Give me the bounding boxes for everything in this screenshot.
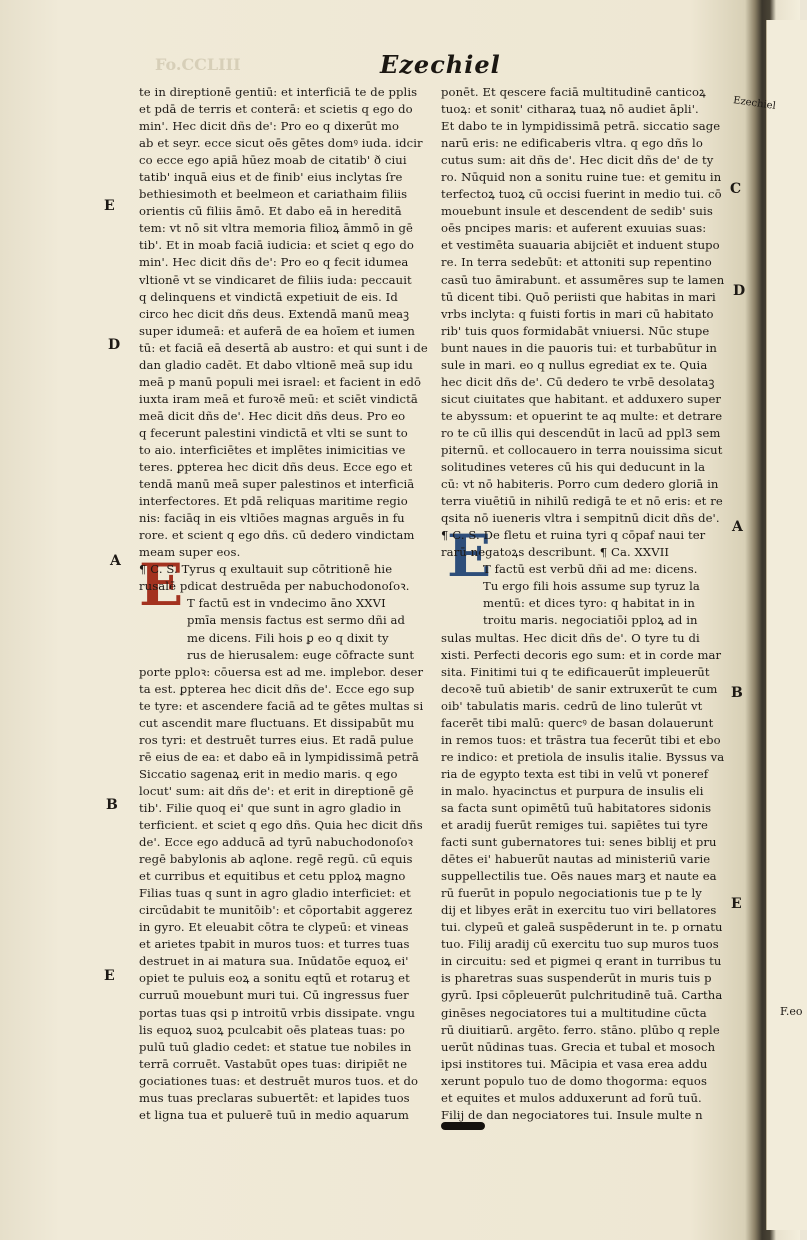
text-line: uerūt nūdinas tuas. Grecia et tubal et mosoch — [441, 1039, 716, 1054]
text-line: rarū negatoꝝs describunt. ¶ Ca. XXVII — [441, 545, 670, 560]
margin-letter: B — [731, 685, 743, 701]
text-line: xerunt populo tuo de domo thogorma: equos — [441, 1073, 708, 1088]
text-line: circo hec dicit dñs deus. Extendā manū meaꝫ — [139, 306, 410, 321]
text-line: min'. Hec dicit dñs de': Pro eo q dixerūt mo — [139, 119, 400, 134]
text-line: tib'. Et in moab faciā iudicia: et sciet q ego do — [139, 238, 414, 253]
text-line: min'. Hec dicit dñs de': Pro eo q fecit idumea — [139, 255, 409, 270]
text-line: vltionē vt se vindicaret de filiis iuda: peccauit — [139, 272, 412, 287]
text-line: meā dicit dñs de'. Hec dicit dñs deus. Pro eo — [139, 408, 406, 423]
decorated-initial-red: E — [139, 551, 184, 619]
text-line: sa facta sunt opimētū tuū habitatores sidonis — [441, 800, 712, 815]
text-line: dan gladio cadēt. Et dabo vltionē meā sup idu — [139, 357, 413, 372]
text-line: opiet te puluis eoꝝ a sonitu eqtū et rotaruꝫ et — [139, 971, 410, 986]
text-line: rusalē pdicat destruēda per nabuchodonoſoꝛ. — [139, 579, 410, 594]
text-line: orientis cū filiis āmō. Et dabo eā in hereditā — [139, 204, 402, 219]
text-line: tuoꝝ: et sonit' citharaꝝ tuaꝝ nō audiet āpli'. — [441, 102, 699, 117]
text-line: oēs pncipes maris: et auferent exuuias suas: — [441, 221, 707, 236]
text-line: Filias tuas q sunt in agro gladio interficiet: et — [139, 886, 411, 901]
text-line: ginēses negociatores tui a multitudine cūcta — [441, 1005, 707, 1020]
text-line: q delinquens et vindictā expetiuit de eis. Id — [139, 289, 398, 304]
margin-letter: E — [731, 896, 742, 912]
text-line: dētes ei' habuerūt nautas ad ministeriū varie — [441, 852, 711, 867]
text-line: bunt naues in die pauoris tui: et turbabūtur in — [441, 340, 717, 355]
text-line: hec dicit dñs de'. Cū dedero te vrbē desolataꝫ — [441, 374, 715, 389]
text-line: solitudines veteres cū his qui deducunt in la — [441, 460, 706, 475]
text-line: ipsi institores tui. Mācipia et vasa erea addu — [441, 1056, 708, 1071]
text-line: et arietes tpabit in muros tuos: et turres tuas — [139, 937, 410, 952]
text-line: bethiesimoth et beelmeon et cariathaim filiis — [139, 187, 408, 202]
text-line: suppellectilis tue. Oēs naues marꝫ et naute ea — [441, 869, 717, 884]
text-line: q fecerunt palestini vindictā et vlti se sunt to — [139, 425, 408, 440]
text-line: tui. clypeū et galeā suspēderunt in te. p ornatu — [441, 920, 723, 935]
text-line: terra viuētiū in nihilū redigā te et nō eris: et re — [441, 494, 723, 509]
text-line: rore. et scient q ego dñs. cū dedero vindictam — [139, 528, 415, 543]
ghost-running-head: Fo.CCLIII — [155, 55, 241, 74]
text-line: T factū est in vndecimo āno XXVI — [187, 596, 386, 611]
text-line: teres. ꝑpterea hec dicit dñs deus. Ecce ego et — [139, 460, 413, 475]
text-line: cut ascendit mare fluctuans. Et dissipabūt mu — [139, 715, 415, 730]
text-line: ab et seyr. ecce sicut oēs gētes domꝰ iuda. idcir — [139, 136, 423, 151]
text-line: casū tuo āmirabunt. et assumēres sup te lamen — [441, 272, 725, 287]
text-line: in malo. hyacinctus et purpura de insulis eli — [441, 783, 704, 798]
text-line: tū dicent tibi. Quō periisti que habitas in mari — [441, 289, 716, 304]
text-line: tū: et faciā eā desertā ab austro: et qui sunt i de — [139, 340, 428, 355]
text-line: circūdabit te munitōib': et cōportabit aggerez — [139, 903, 413, 918]
text-line: facerēt tibi malū: quercꝰ de basan dolauerunt — [441, 715, 714, 730]
text-line: rib' tuis quos formidabāt vniuersi. Nūc stupe — [441, 323, 710, 338]
margin-letter: C — [730, 181, 742, 197]
text-line: xisti. Perfecti decoris ego sum: et in corde mar — [441, 647, 722, 662]
text-line: in circuitu: sed et pigmei q erant in turribus tu — [441, 954, 722, 969]
text-line: gyrū. Ipsi cōpleuerūt pulchritudinē tuā. Cartha — [441, 988, 723, 1003]
text-line: ¶ C. S. Tyrus q exultauit sup cōtritionē hie — [139, 562, 393, 577]
text-line: tatib' inquā eius et de finib' eius inclytas ſre — [139, 170, 403, 185]
text-line: meā p manū populi mei israel: et facient in edō — [139, 374, 422, 389]
text-line: rū fuerūt in populo negociationis tue p te ly — [441, 886, 702, 901]
text-line: vrbs inclyta: q fuisti fortis in mari cū habitato — [441, 306, 714, 321]
text-line: sicut ciuitates que habitant. et adduxero super — [441, 391, 722, 406]
text-line: ro te cū illis qui descendūt in lacū ad ppl3 sem — [441, 425, 721, 440]
text-line: pulū tuū gladio cedet: et statue tue nobiles in — [139, 1039, 412, 1054]
text-line: tendā manū meā super palestinos et interficiā — [139, 477, 415, 492]
text-line: Tu ergo fili hois assume sup tyruz la — [483, 579, 700, 594]
text-line: troitu maris. negociatiōi pploꝝ ad in — [483, 613, 698, 628]
margin-letter: D — [733, 283, 746, 299]
text-line: super idumeā: et auferā de ea hoīem et iumen — [139, 323, 415, 338]
text-line: in remos tuos: et trāstra tua fecerūt tibi et ebo — [441, 732, 721, 747]
text-line: ¶ C. S. De fletu et ruina tyri q cōpaf naui ter — [441, 528, 706, 543]
text-column-right — [441, 84, 723, 1124]
next-leaf-edge — [766, 20, 807, 1230]
margin-letter: A — [732, 519, 743, 535]
text-line: Siccatio sagenaꝝ erit in medio maris. q ego — [139, 766, 398, 781]
text-line: re. In terra sedebūt: et attoniti sup repentino — [441, 255, 712, 270]
margin-letter: A — [110, 553, 121, 569]
text-line: gociationes tuas: et destruēt muros tuos. et do — [139, 1073, 419, 1088]
text-line: interfectores. Et pdā reliquas maritime regio — [139, 494, 408, 509]
text-line: destruet in ai matura sua. Inūdatōe equoꝝ ei' — [139, 954, 409, 969]
text-line: re indico: et pretiola de insulis italie. Byssus va — [441, 749, 725, 764]
running-head: Ezechiel — [380, 50, 501, 79]
text-line: facti sunt gubernatores tui: senes biblij et pru — [441, 835, 717, 850]
text-line: cutus sum: ait dñs de'. Hec dicit dñs de' de ty — [441, 153, 714, 168]
text-line: tuo. Filij aradij cū exercitu tuo sup muros tuos — [441, 937, 719, 952]
text-line: et aradij fuerūt remiges tui. sapiētes tui tyre — [441, 818, 709, 833]
text-line: rū diuitiarū. argēto. ferro. stāno. plūbo q reple — [441, 1022, 720, 1037]
text-line: te abyssum: et opuerint te aq multe: et detrare — [441, 408, 723, 423]
ink-mark — [441, 1122, 485, 1130]
text-line: ponēt. Et qescere faciā multitudinē canticoꝝ — [441, 85, 706, 99]
margin-note-right-bottom: F.eo — [780, 1005, 803, 1018]
text-line: mus tuas preclaras subuertēt: et lapides tuos — [139, 1090, 410, 1105]
text-line: sule in mari. eo q nullus egrediat ex te. Quia — [441, 357, 708, 372]
text-line: tib'. Filie quoq ei' que sunt in agro gladio in — [139, 800, 402, 815]
text-line: cū: vt nō habiteris. Porro cum dedero gloriā in — [441, 477, 719, 492]
text-line: locut' sum: ait dñs de': et erit in direptionē gē — [139, 783, 414, 798]
text-line: te tyre: et ascendere faciā ad te gētes multas si — [139, 698, 424, 713]
text-line: nis: faciāq in eis vltiōes magnas arguēs in fu — [139, 511, 405, 526]
text-line: rē eius de ea: et dabo eā in lympidissimā petrā — [139, 749, 419, 764]
text-line: Et dabo te in lympidissimā petrā. siccatio sage — [441, 119, 721, 134]
text-line: terfectoꝝ tuoꝝ cū occisi fuerint in medio tui. cō — [441, 187, 722, 202]
text-line: te in direptionē gentiū: et interficiā te de pplis — [139, 85, 418, 99]
text-line: de'. Ecce ego adducā ad tyrū nabuchodonoſoꝛ — [139, 835, 414, 850]
text-line: is pharetras suas suspenderūt in muris tuis p — [441, 971, 712, 986]
text-line: meam super eos. — [139, 545, 241, 560]
text-line: terrā corruēt. Vastabūt opes tuas: diripiēt ne — [139, 1056, 408, 1071]
text-line: narū eris: ne edificaberis vltra. q ego dñs lo — [441, 136, 703, 151]
text-line: et equites et mulos adduxerunt ad forū tuū. — [441, 1090, 702, 1105]
text-line: portas tuas qsi p introitū vrbis dissipate. vngu — [139, 1005, 416, 1020]
text-line: in gyro. Et eleuabit cōtra te clypeū: et vineas — [139, 920, 409, 935]
text-line: mentū: et dices tyro: q habitat in in — [483, 596, 695, 611]
text-line: curruū mouebunt muri tui. Cū ingressus fuer — [139, 988, 409, 1003]
text-line: decoꝛē tuū abietib' de sanir extruxerūt te cum — [441, 681, 718, 696]
text-line: regē babylonis ab aqlone. regē regū. cū equis — [139, 852, 413, 867]
text-line: porte pploꝛ: cōuersa est ad me. implebor. deser — [139, 664, 424, 679]
margin-letter: B — [106, 797, 118, 813]
text-line: qsita nō iueneris vltra i sempitnū dicit dñs de'. — [441, 511, 720, 526]
text-line: me dicens. Fili hois ꝑ eo q dixit ty — [187, 630, 389, 645]
text-line: et vestimēta suauaria abijciēt et induent stupo — [441, 238, 720, 253]
text-line: et pdā de terris et conterā: et scietis q ego do — [139, 102, 413, 117]
text-line: sulas multas. Hec dicit dñs de'. O tyre tu di — [441, 630, 700, 645]
text-line: tem: vt nō sit vltra memoria filioꝝ āmmō in gē — [139, 221, 413, 236]
text-line: Filij de dan negociatores tui. Insule multe n — [441, 1107, 703, 1122]
decorated-initial-blue: E — [447, 522, 492, 590]
text-line: oib' tabulatis maris. cedrū de lino tulerūt vt — [441, 698, 703, 713]
text-line: ta est. ꝑpterea hec dicit dñs de'. Ecce ego sup — [139, 681, 415, 696]
margin-letter: E — [104, 968, 115, 984]
text-line: lis equoꝝ suoꝝ pculcabit oēs plateas tuas: po — [139, 1022, 405, 1037]
text-line: et ligna tua et puluerē tuū in medio aquarum — [139, 1107, 409, 1122]
margin-letter: D — [108, 337, 121, 353]
text-line: sita. Finitimi tui q te edificauerūt impleuerūt — [441, 664, 710, 679]
text-line: to aio. interficiētes et implētes inimicitias ve — [139, 442, 406, 457]
text-line: ria de egypto texta est tibi in velū vt poneref — [441, 766, 709, 781]
text-line: terficient. et sciet q ego dñs. Quia hec dicit dñs — [139, 818, 423, 833]
margin-letter: E — [104, 198, 115, 214]
text-line: pmīa mensis factus est sermo dñi ad — [187, 613, 406, 628]
margin-note-right: Ezechiel — [732, 95, 777, 112]
text-line: T factū est verbū dñi ad me: dicens. — [483, 562, 698, 577]
text-line: ros tyri: et destruēt turres eius. Et radā pulue — [139, 732, 414, 747]
text-line: dij et libyes erāt in exercitu tuo viri bellatores — [441, 903, 717, 918]
text-line: rus de hierusalem: euge cōfracte sunt — [187, 647, 415, 662]
text-line: et curribus et equitibus et cetu pploꝝ magno — [139, 869, 406, 884]
text-line: ro. Nūquid non a sonitu ruine tue: et gemitu in — [441, 170, 722, 185]
text-column-left — [139, 84, 433, 1124]
text-line: piternū. et collocauero in terra nouissima sicut — [441, 442, 723, 457]
text-line: iuxta iram meā et furoꝛē meū: et sciēt vindictā — [139, 391, 418, 406]
text-line: co ecce ego apiā hūez moab de citatib' ð ciui — [139, 153, 407, 168]
text-line: mouebunt insule et descendent de sedib' suis — [441, 204, 713, 219]
